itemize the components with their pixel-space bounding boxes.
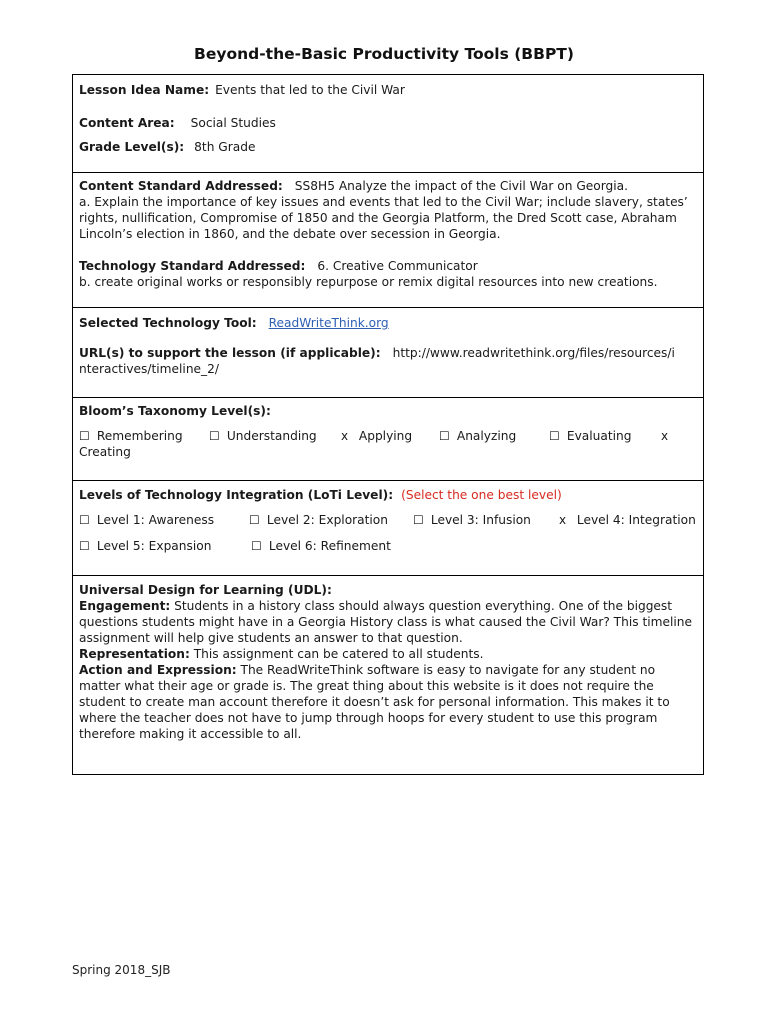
content-standard-detail: a. Explain the importance of key issues and events that led to the Civil War; include slavery, states’ rights, nullification, Compromise of 1850 and the Georgia Platform, the Dred Scott case, Abraham Lincoln’s election in 1860, and the debate over secession in Georgia. [79, 195, 688, 241]
loti-option-level-6[interactable] [251, 538, 391, 554]
loti-cell [73, 481, 704, 576]
loti-option-level-2[interactable] [249, 512, 413, 528]
lesson-info-row [73, 75, 704, 173]
blooms-label: Bloom’s Taxonomy Level(s): [79, 404, 271, 418]
checked-mark-icon[interactable]: x [661, 429, 669, 443]
checkbox-icon: ☐ [439, 429, 450, 443]
content-area-label: Content Area: [79, 116, 175, 130]
loti-hint: (Select the one best level) [401, 488, 562, 502]
engagement-label: Engagement: [79, 599, 171, 613]
option-label: Level 3: Infusion [430, 513, 531, 527]
option-label: Evaluating [566, 429, 632, 443]
standards-row [73, 173, 704, 308]
loti-options-row-2 [79, 538, 697, 554]
loti-option-level-3[interactable] [413, 512, 559, 528]
option-label: Understanding [226, 429, 317, 443]
url-label: URL(s) to support the lesson (if applicable): [79, 346, 381, 360]
action-expression-text: The ReadWriteThink software is easy to navigate for any student no matter what their age or grade is. The great thing about this website is it does not require the student to create man account therefore it doesn’t ask for personal information. This makes it to where the teacher does not have to jump through hoops for every student to use this program therefore making it accessible to all. [79, 663, 670, 741]
lesson-name-label: Lesson Idea Name: [79, 83, 210, 97]
blooms-option-evaluating[interactable] [549, 428, 661, 444]
tech-standard-label: Technology Standard Addressed: [79, 259, 306, 273]
page-title: Beyond-the-Basic Productivity Tools (BBPT) [194, 45, 574, 63]
representation-text: This assignment can be catered to all students. [193, 647, 484, 661]
udl-label: Universal Design for Learning (UDL): [79, 583, 332, 597]
option-label: Level 4: Integration [576, 513, 696, 527]
blooms-cell [73, 398, 704, 481]
checkbox-icon: ☐ [251, 539, 262, 553]
option-label: Level 6: Refinement [268, 539, 391, 553]
loti-option-level-4[interactable] [559, 512, 696, 528]
lesson-name-value: Events that led to the Civil War [215, 83, 405, 97]
option-label: Analyzing [456, 429, 517, 443]
loti-options-row-1 [79, 512, 697, 528]
content-area-value: Social Studies [190, 116, 276, 130]
grade-level-label: Grade Level(s): [79, 140, 185, 154]
checkbox-icon: ☐ [79, 429, 90, 443]
content-standard-code: SS8H5 Analyze the impact of the Civil War on Georgia. [294, 179, 628, 193]
option-label: Remembering [96, 429, 183, 443]
checkbox-icon: ☐ [413, 513, 424, 527]
blooms-row [73, 398, 704, 481]
url-value[interactable]: http://www.readwritethink.org/files/resources/interactives/timeline_2/ [79, 346, 675, 376]
action-expression-label: Action and Expression: [79, 663, 237, 677]
grade-level-value: 8th Grade [194, 140, 256, 154]
blooms-option-analyzing[interactable] [439, 428, 549, 444]
lesson-form-table [72, 74, 704, 775]
lesson-info-cell [73, 75, 704, 173]
blooms-option-understanding[interactable] [209, 428, 341, 444]
tool-row [73, 308, 704, 398]
blooms-option-applying[interactable] [341, 428, 439, 444]
tech-standard-code: 6. Creative Communicator [317, 259, 478, 273]
blooms-options [79, 428, 697, 460]
checkbox-icon: ☐ [209, 429, 220, 443]
checkbox-icon: ☐ [549, 429, 560, 443]
loti-option-level-5[interactable] [79, 538, 251, 554]
selected-tool-label: Selected Technology Tool: [79, 316, 257, 330]
udl-cell [73, 576, 704, 775]
page-footer: Spring 2018_SJB [72, 963, 171, 977]
option-label: Level 1: Awareness [96, 513, 215, 527]
checkbox-icon: ☐ [79, 513, 90, 527]
tech-standard-detail: b. create original works or responsibly repurpose or remix digital resources into new creations. [79, 275, 658, 289]
option-label: Applying [358, 429, 413, 443]
option-label: Level 2: Exploration [266, 513, 388, 527]
loti-label: Levels of Technology Integration (LoTi Level): [79, 488, 394, 502]
blooms-option-creating-label: Creating [79, 445, 131, 459]
engagement-text: Students in a history class should always question everything. One of the biggest questions students might have in a Georgia History class is what caused the Civil War? This timeline assignment will help give students an answer to that question. [79, 599, 692, 645]
loti-option-level-1[interactable] [79, 512, 249, 528]
tool-cell [73, 308, 704, 398]
selected-tool-link[interactable]: ReadWriteThink.org [268, 316, 389, 330]
loti-row [73, 481, 704, 576]
standards-cell [73, 173, 704, 308]
blooms-option-remembering[interactable] [79, 428, 209, 444]
udl-row [73, 576, 704, 775]
content-standard-label: Content Standard Addressed: [79, 179, 283, 193]
option-label: Level 5: Expansion [96, 539, 212, 553]
checkbox-icon: ☐ [79, 539, 90, 553]
checked-mark-icon: x [341, 429, 349, 443]
representation-label: Representation: [79, 647, 190, 661]
checkbox-icon: ☐ [249, 513, 260, 527]
checked-mark-icon: x [559, 513, 567, 527]
